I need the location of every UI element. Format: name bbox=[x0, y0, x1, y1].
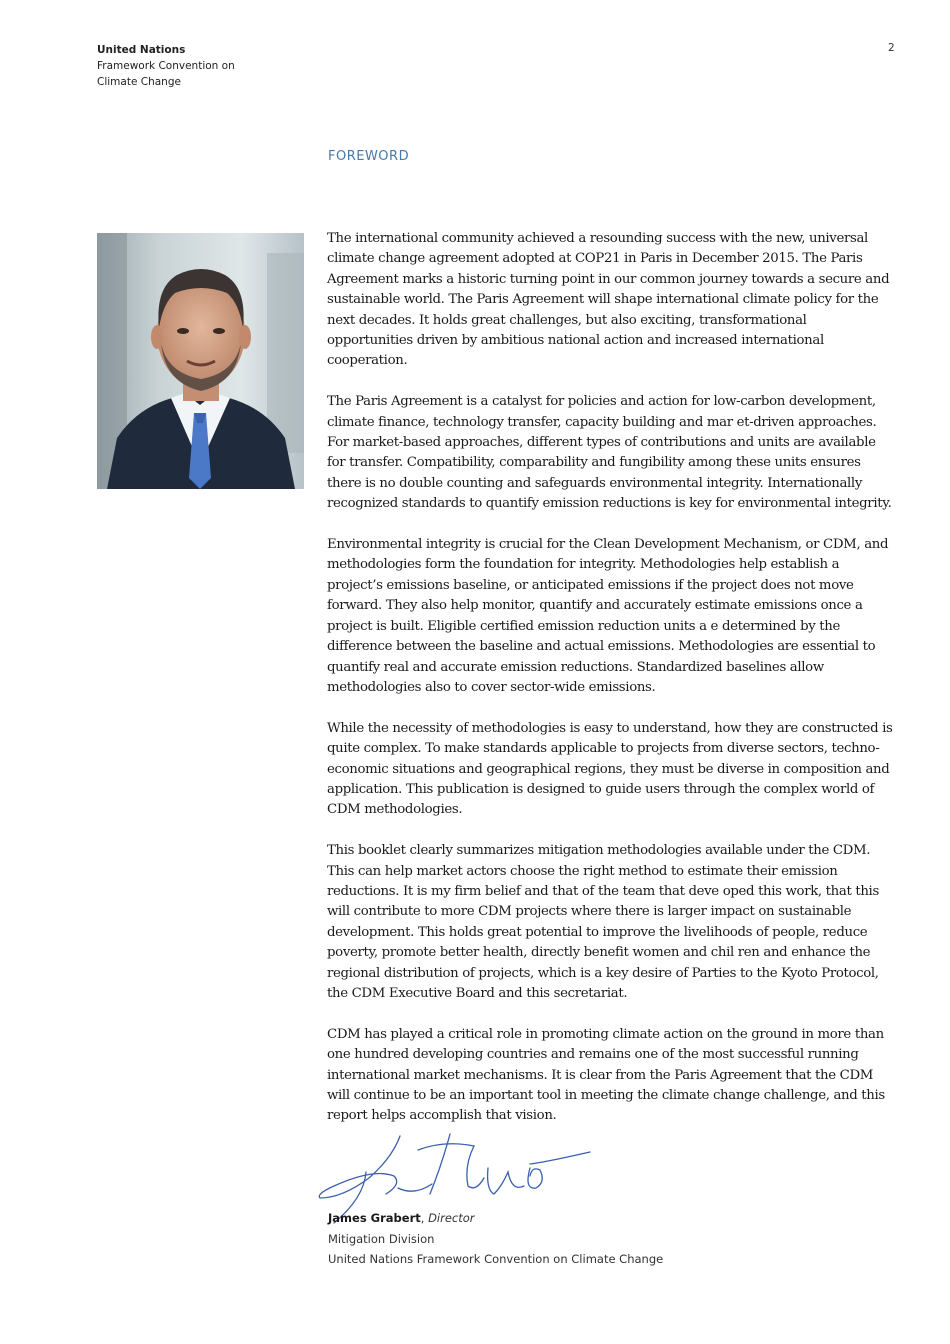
paragraph-2: The Paris Agreement is a catalyst for policies and action for low-carbon development, climate finance, technology transfer, capacity building and mar et-driven approaches. For market-based approaches, different types of contributions and units are available for transfer. Compatibility, comparability and fungibility among these units ensures there is no double counting and safeguards environmental integrity. Internationally recognized standards to quantify emission reductions is key for environmental integrity. bbox=[327, 394, 892, 512]
section-heading: FOREWORD bbox=[328, 149, 410, 164]
signatory-title: Director bbox=[428, 1211, 475, 1225]
signatory-name: James Grabert bbox=[328, 1211, 421, 1225]
foreword-body bbox=[327, 229, 894, 1147]
page-number: 2 bbox=[888, 42, 895, 54]
paragraph-4: While the necessity of methodologies is easy to understand, how they are constructed is quite complex. To make standards applicable to projects from diverse sectors, techno-economic situations and geographical regions, they must be diverse in composition and application. This publication is designed to guide users through the complex world of CDM methodologies. bbox=[327, 720, 893, 818]
organization-block bbox=[97, 42, 235, 90]
paragraph-3: Environmental integrity is crucial for the Clean Development Mechanism, or CDM, and methodologies form the foundation for integrity. Methodologies help establish a project’s emissions baseline, or anticipated emissions if the project does not move forward. They also help monitor, quantify and accurately estimate emissions once a project is built. Eligible certified emission reduction units a e determined by the difference between the baseline and actual emissions. Methodologies are essential to quantify real and accurate emission reductions. Standardized baselines allow methodologies also to cover sector-wide emissions. bbox=[327, 537, 889, 695]
paragraph-5: This booklet clearly summarizes mitigation methodologies available under the CDM. This can help market actors choose the right method to estimate their emission reductions. It is my firm belief and that of the team that deve oped this work, that this will contribute to more CDM projects where there is larger impact on sustainable development. This holds great potential to improve the livelihoods of people, reduce poverty, promote better health, directly benefit women and chil ren and enhance the regional distribution of projects, which is a key desire of Parties to the Kyoto Protocol, the CDM Executive Board and this secretariat. bbox=[327, 843, 879, 1001]
signatory-line bbox=[328, 1208, 663, 1229]
org-line-3: Climate Change bbox=[97, 76, 181, 88]
signatory-block bbox=[328, 1208, 663, 1270]
portrait-photo-icon bbox=[97, 233, 304, 489]
paragraph-6: CDM has played a critical role in promoting climate action on the ground in more than one hundred developing countries and remains one of the most successful running international market mechanisms. It is clear from the Paris Agreement that the CDM will continue to be an important tool in meeting the climate change challenge, and this report helps accomplish that vision. bbox=[327, 1026, 885, 1124]
signatory-separator: , bbox=[420, 1211, 429, 1225]
signatory-division: Mitigation Division bbox=[328, 1231, 435, 1246]
paragraph-1: The international community achieved a resounding success with the new, universal climate change agreement adopted at COP21 in Paris in December 2015. The Paris Agreement marks a historic turning point in our common journey towards a secure and sustainable world. The Paris Agreement will shape international climate policy for the next decades. It holds great challenges, but also exciting, transformational opportunities driven by ambitious national action and increased international cooperation. bbox=[327, 231, 890, 369]
org-name: United Nations bbox=[97, 44, 186, 56]
org-line-2: Framework Convention on bbox=[97, 60, 235, 72]
signatory-organization: United Nations Framework Convention on Climate Change bbox=[328, 1252, 664, 1266]
